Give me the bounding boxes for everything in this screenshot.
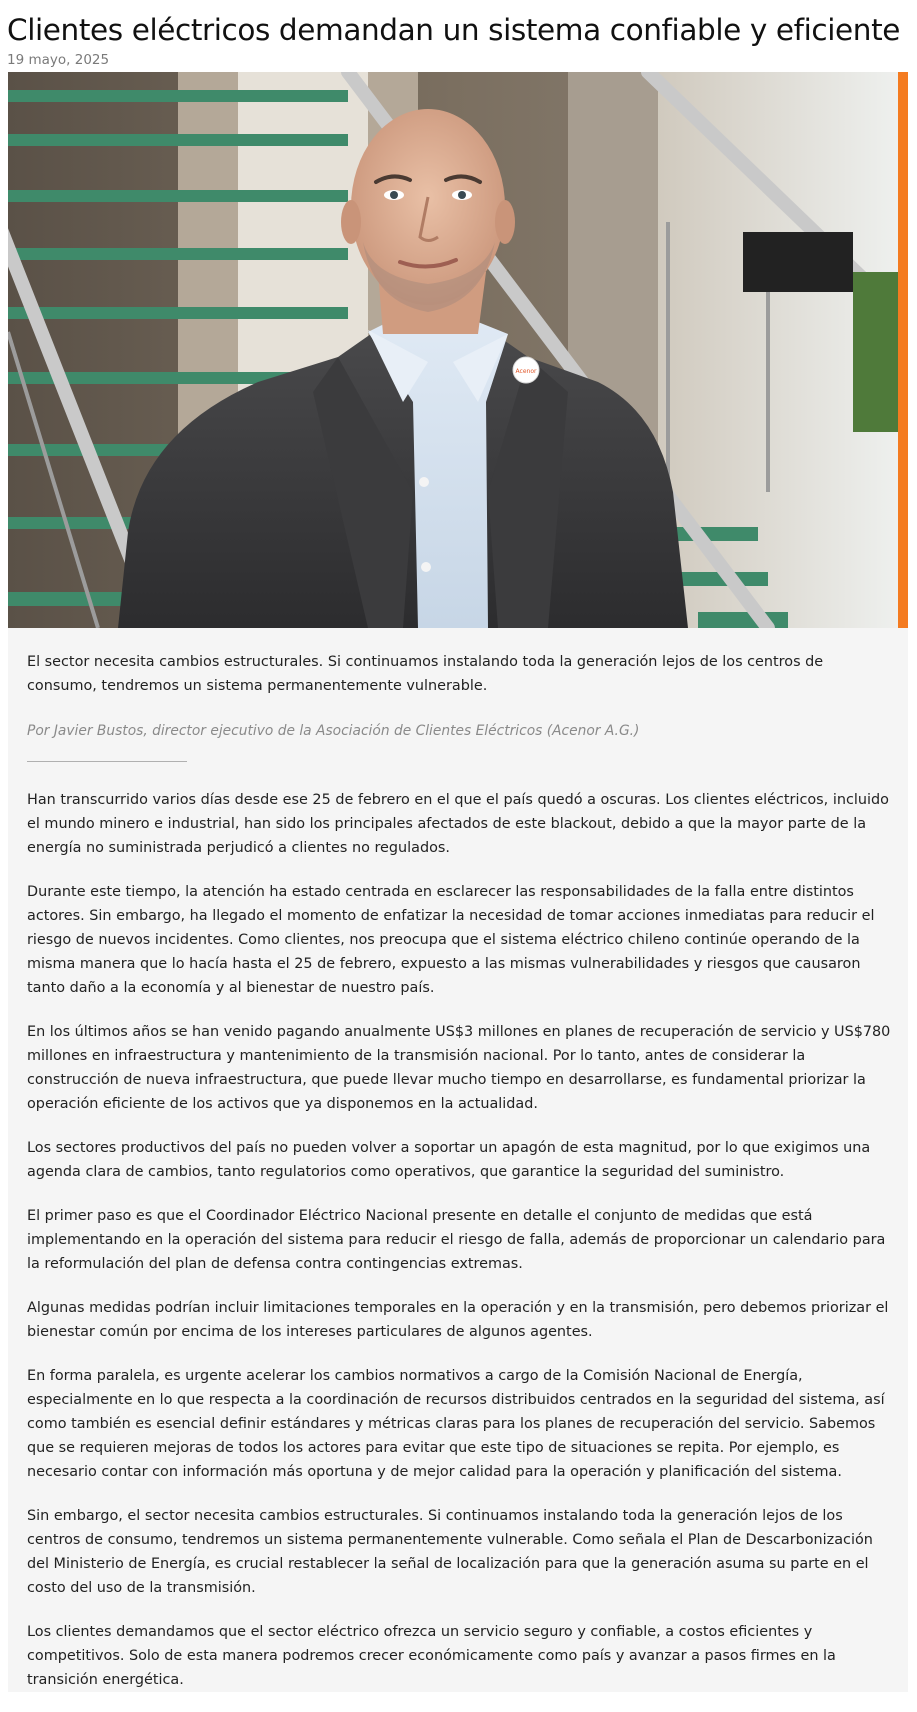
pin-text: Acenor: [515, 368, 537, 375]
body-paragraph: En los últimos años se han venido pagando anualmente US$3 millones en planes de recuperación de servicio y US$780 millones en infraestructura y mantenimiento de la transmisión nacional. Por lo tanto, antes de considerar la construcción de nueva infraestructura, que puede llevar mucho tiempo en desarrollarse, es fundamental priorizar la operación eficiente de los activos que ya disponemos en la actualidad.: [27, 1024, 891, 1112]
article-lead: El sector necesita cambios estructurales. Si continuamos instalando toda la generación lejos de los centros de consumo, tendremos un sistema permanentemente vulnerable.: [27, 654, 824, 694]
body-paragraph: En forma paralela, es urgente acelerar los cambios normativos a cargo de la Comisión Nacional de Energía, especialmente en lo que respecta a la coordinación de recursos distribuidos centrados en la seguridad del sistema, así como también es esencial definir estándares y métricas claras para los planes de recuperación del servicio. Sabemos que se requieren mejoras de todos los actores para evitar que este tipo de situaciones se repita. Por ejemplo, es necesario contar con información más oportuna y de mejor calidad para la operación y planificación del sistema.: [27, 1368, 885, 1480]
body-paragraph: Sin embargo, el sector necesita cambios estructurales. Si continuamos instalando toda la generación lejos de los centros de consumo, tendremos un sistema permanentemente vulnerable. Como señala el Plan de Descarbonización del Ministerio de Energía, es crucial restablecer la señal de localización para que la generación asuma su parte en el costo del uso de la transmisión.: [27, 1508, 873, 1596]
hero-photo-illustration: [8, 72, 898, 628]
byline-divider: [27, 761, 187, 762]
body-paragraph: El primer paso es que el Coordinador Eléctrico Nacional presente en detalle el conjunto de medidas que está implementando en la operación del sistema para reducir el riesgo de falla, además de proporcionar un calendario para la reformulación del plan de defensa contra contingencias extremas.: [27, 1208, 886, 1272]
body-paragraph: Algunas medidas podrían incluir limitaciones temporales en la operación y en la transmisión, pero debemos priorizar el bienestar común por encima de los intereses particulares de algunos agentes.: [27, 1300, 889, 1340]
article-content: [8, 628, 908, 1692]
body-paragraph: Los sectores productivos del país no pueden volver a soportar un apagón de esta magnitud, por lo que exigimos una agenda clara de cambios, tanto regulatorios como operativos, que garantice la seguridad del suministro.: [27, 1140, 871, 1180]
body-paragraph: Los clientes demandamos que el sector eléctrico ofrezca un servicio seguro y confiable, a costos eficientes y competitivos. Solo de esta manera podremos crecer económicamente como país y avanzar a pasos firmes en la transición energética.: [27, 1624, 836, 1688]
hero-image: [8, 72, 898, 628]
accent-bar: [898, 72, 908, 630]
article-byline: Por Javier Bustos, director ejecutivo de la Asociación de Clientes Eléctricos (Acenor A.G.): [27, 723, 640, 739]
body-paragraph: Han transcurrido varios días desde ese 25 de febrero en el que el país quedó a oscuras. Los clientes eléctricos, incluido el mundo minero e industrial, han sido los principales afectados de este blackout, debido a que la mayor parte de la energía no suministrada perjudicó a clientes no regulados.: [27, 792, 889, 856]
body-paragraph: Durante este tiempo, la atención ha estado centrada en esclarecer las responsabilidades de la falla entre distintos actores. Sin embargo, ha llegado el momento de enfatizar la necesidad de tomar acciones inmediatas para reducir el riesgo de nuevos incidentes. Como clientes, nos preocupa que el sistema eléctrico chileno continúe operando de la misma manera que lo hacía hasta el 25 de febrero, expuesto a las mismas vulnerabilidades y riesgos que causaron tanto daño a la economía y al bienestar de nuestro país.: [27, 884, 875, 996]
article-title: Clientes eléctricos demandan un sistema confiable y eficiente: [7, 13, 901, 47]
article-body: [27, 788, 899, 1712]
article-date: 19 mayo, 2025: [7, 52, 110, 68]
